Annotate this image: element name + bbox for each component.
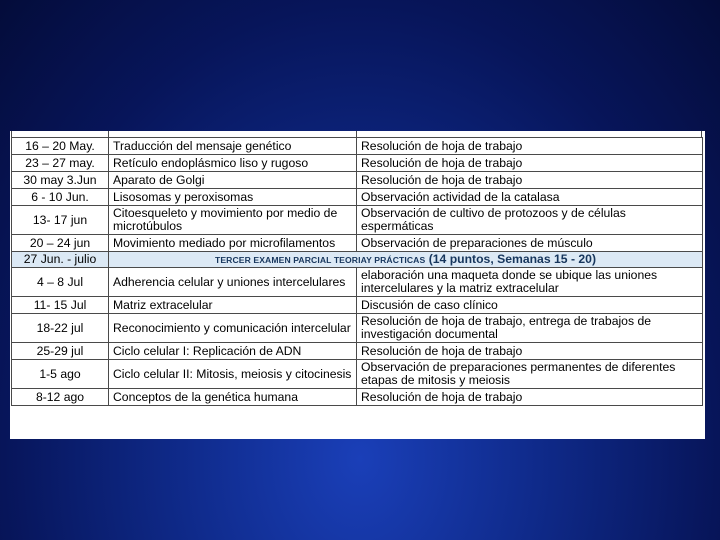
topic-cell: Traducción del mensaje genético [109,138,357,155]
topic-cell: Retículo endoplásmico liso y rugoso [109,155,357,172]
exam-detail: (14 puntos, Semanas 15 - 20) [428,251,597,266]
table-row [12,360,703,389]
activity-cell: Resolución de hoja de trabajo [357,389,703,406]
activity-cell: elaboración una maqueta donde se ubique las uniones intercelulares y la matriz extracelular [357,268,703,297]
activity-cell: Resolución de hoja de trabajo [357,172,703,189]
topic-cell: Lisosomas y peroxisomas [109,189,357,206]
topic-cell: Reconocimiento y comunicación intercelular [109,314,357,343]
topic-cell: Citoesqueleto y movimiento por medio de microtúbulos [109,206,357,235]
table-row [12,206,703,235]
activity-cell: Resolución de hoja de trabajo [357,155,703,172]
table-row [12,297,703,314]
week-date: 1-5 ago [12,360,109,389]
topic-cell: Matriz extracelular [109,297,357,314]
schedule-table [11,137,703,406]
topic-cell: Movimiento mediado por microfilamentos [109,235,357,252]
week-date: 4 – 8 Jul [12,268,109,297]
exam-title: TERCER EXAMEN PARCIAL TEORIAY PRÁCTICAS [214,254,426,265]
activity-cell: Observación actividad de la catalasa [357,189,703,206]
activity-cell: Observación de preparaciones de músculo [357,235,703,252]
week-date: 18-22 jul [12,314,109,343]
schedule-sheet [10,131,705,439]
week-date: 23 – 27 may. [12,155,109,172]
activity-cell: Resolución de hoja de trabajo [357,343,703,360]
topic-cell: Adherencia celular y uniones intercelulares [109,268,357,297]
exam-row [12,252,703,268]
activity-cell: Resolución de hoja de trabajo, entrega de trabajos de investigación documental [357,314,703,343]
topic-cell: Ciclo celular II: Mitosis, meiosis y citocinesis [109,360,357,389]
table-row [12,389,703,406]
table-row [12,155,703,172]
table-row [12,189,703,206]
topic-cell: Conceptos de la genética humana [109,389,357,406]
week-date: 8-12 ago [12,389,109,406]
week-date: 6 - 10 Jun. [12,189,109,206]
activity-cell: Observación de cultivo de protozoos y de células espermáticas [357,206,703,235]
activity-cell: Discusión de caso clínico [357,297,703,314]
topic-cell: Aparato de Golgi [109,172,357,189]
table-row [12,138,703,155]
activity-cell: Observación de preparaciones permanentes de diferentes etapas de mitosis y meiosis [357,360,703,389]
activity-cell: Resolución de hoja de trabajo [357,138,703,155]
exam-description [109,252,703,268]
week-date: 11- 15 Jul [12,297,109,314]
table-row [12,235,703,252]
week-date: 13- 17 jun [12,206,109,235]
table-row [12,314,703,343]
week-date: 20 – 24 jun [12,235,109,252]
table-row [12,268,703,297]
exam-date: 27 Jun. - julio [12,252,109,268]
topic-cell: Ciclo celular I: Replicación de ADN [109,343,357,360]
table-row [12,172,703,189]
week-date: 30 may 3.Jun [12,172,109,189]
week-date: 25-29 jul [12,343,109,360]
week-date: 16 – 20 May. [12,138,109,155]
table-row [12,343,703,360]
